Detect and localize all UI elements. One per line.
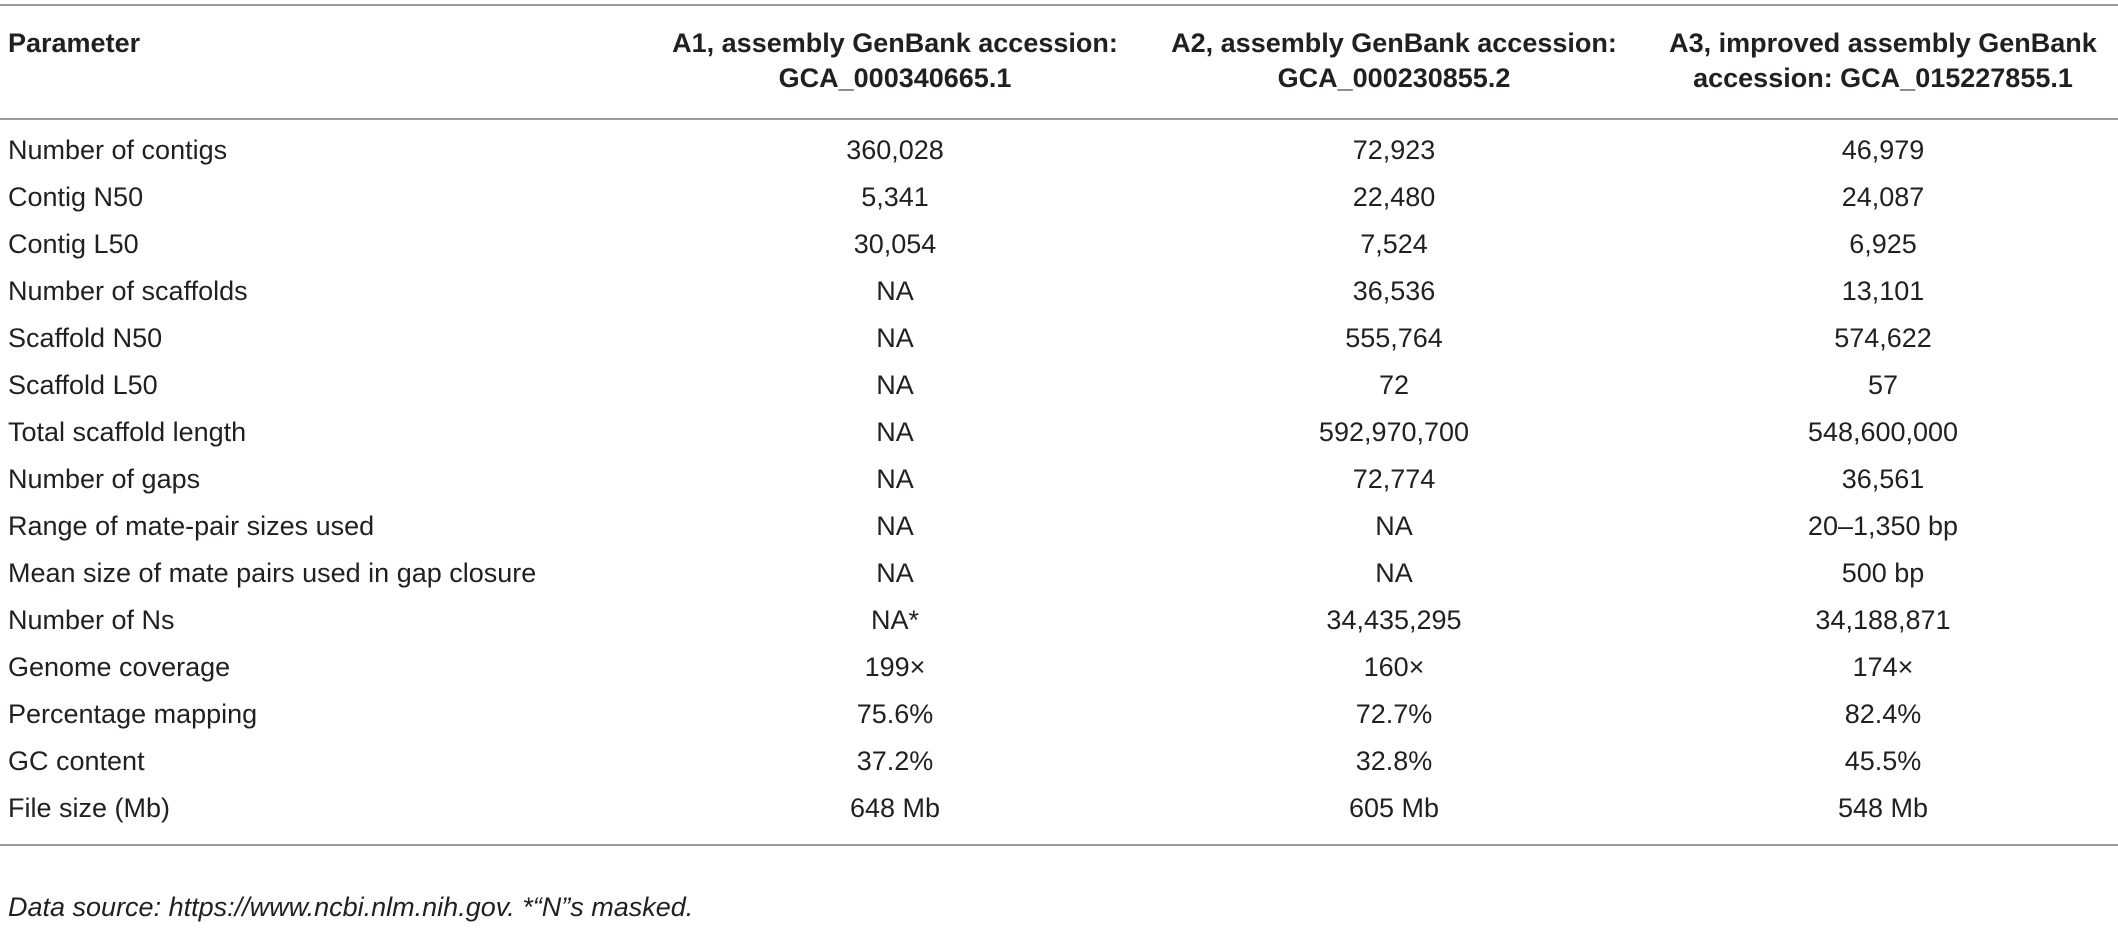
- a2-cell: 36,536: [1352, 276, 1436, 306]
- a1-cell: 75.6%: [856, 699, 934, 729]
- parameter-cell: Scaffold N50: [8, 323, 163, 353]
- a3-cell: 20–1,350 bp: [1807, 511, 1959, 541]
- a3-cell: 174×: [1852, 652, 1914, 682]
- table-row: [0, 315, 2118, 362]
- parameter-cell: Range of mate-pair sizes used: [8, 511, 375, 541]
- a1-cell: NA: [876, 276, 914, 306]
- table-row: [0, 268, 2118, 315]
- parameter-cell: File size (Mb): [8, 793, 171, 823]
- table-row: [0, 119, 2118, 174]
- a2-cell: 72,774: [1352, 464, 1436, 494]
- a3-cell: 548 Mb: [1837, 793, 1929, 823]
- a1-cell: NA: [876, 558, 914, 588]
- parameter-cell: Number of gaps: [8, 464, 201, 494]
- table-body: [0, 119, 2118, 845]
- table-row: [0, 644, 2118, 691]
- column-header-a1: A1, assembly GenBank accession: GCA_000340665.1: [672, 28, 1118, 93]
- a3-cell: 46,979: [1841, 135, 1925, 165]
- a3-cell: 548,600,000: [1807, 417, 1959, 447]
- table-row: [0, 503, 2118, 550]
- a2-cell: 72.7%: [1355, 699, 1433, 729]
- a3-cell: 500 bp: [1841, 558, 1925, 588]
- a3-cell: 574,622: [1834, 323, 1932, 353]
- a2-cell: 34,435,295: [1326, 605, 1462, 635]
- header-row: [0, 5, 2118, 119]
- a1-cell: NA*: [870, 605, 919, 635]
- a3-cell: 13,101: [1841, 276, 1925, 306]
- table-footnote: Data source: https://www.ncbi.nlm.nih.gov. *“N”s masked.: [8, 892, 694, 922]
- parameter-cell: Number of Ns: [8, 605, 175, 635]
- a2-cell: 22,480: [1352, 182, 1436, 212]
- a2-cell: 72,923: [1352, 135, 1436, 165]
- assembly-comparison-table-container: [0, 4, 2118, 846]
- column-header-a3: A3, improved assembly GenBank accession: GCA_015227855.1: [1669, 28, 2097, 93]
- table-row: [0, 785, 2118, 845]
- a3-cell: 57: [1867, 370, 1899, 400]
- a1-cell: NA: [876, 323, 914, 353]
- table-row: [0, 597, 2118, 644]
- table-row: [0, 221, 2118, 268]
- table-row: [0, 691, 2118, 738]
- a1-cell: 360,028: [846, 135, 944, 165]
- a3-cell: 6,925: [1849, 229, 1917, 259]
- a1-cell: NA: [876, 417, 914, 447]
- parameter-cell: Percentage mapping: [8, 699, 258, 729]
- a1-cell: 37.2%: [856, 746, 934, 776]
- parameter-cell: Scaffold L50: [8, 370, 158, 400]
- a1-cell: NA: [876, 464, 914, 494]
- a3-cell: 36,561: [1841, 464, 1925, 494]
- a2-cell: 160×: [1363, 652, 1425, 682]
- assembly-comparison-table: [0, 4, 2118, 846]
- column-header-parameter: Parameter: [8, 28, 141, 58]
- table-row: [0, 738, 2118, 785]
- a2-cell: 72: [1378, 370, 1410, 400]
- a1-cell: NA: [876, 511, 914, 541]
- a2-cell: 592,970,700: [1318, 417, 1470, 447]
- a1-cell: 199×: [864, 652, 926, 682]
- table-row: [0, 456, 2118, 503]
- a3-cell: 34,188,871: [1815, 605, 1951, 635]
- table-header: [0, 5, 2118, 119]
- a3-cell: 45.5%: [1844, 746, 1922, 776]
- parameter-cell: Genome coverage: [8, 652, 231, 682]
- table-row: [0, 174, 2118, 221]
- parameter-cell: Number of scaffolds: [8, 276, 248, 306]
- a2-cell: 555,764: [1345, 323, 1443, 353]
- a1-cell: NA: [876, 370, 914, 400]
- parameter-cell: GC content: [8, 746, 145, 776]
- parameter-cell: Contig L50: [8, 229, 139, 259]
- parameter-cell: Total scaffold length: [8, 417, 247, 447]
- a2-cell: 7,524: [1360, 229, 1428, 259]
- column-header-a2: A2, assembly GenBank accession: GCA_000230855.2: [1171, 28, 1617, 93]
- a3-cell: 24,087: [1841, 182, 1925, 212]
- a1-cell: 648 Mb: [849, 793, 941, 823]
- a2-cell: NA: [1375, 558, 1413, 588]
- parameter-cell: Number of contigs: [8, 135, 228, 165]
- parameter-cell: Mean size of mate pairs used in gap closure: [8, 558, 537, 588]
- a2-cell: NA: [1375, 511, 1413, 541]
- table-row: [0, 550, 2118, 597]
- a2-cell: 32.8%: [1355, 746, 1433, 776]
- a1-cell: 30,054: [853, 229, 937, 259]
- a3-cell: 82.4%: [1844, 699, 1922, 729]
- table-row: [0, 409, 2118, 456]
- table-row: [0, 362, 2118, 409]
- a1-cell: 5,341: [861, 182, 929, 212]
- parameter-cell: Contig N50: [8, 182, 144, 212]
- a2-cell: 605 Mb: [1348, 793, 1440, 823]
